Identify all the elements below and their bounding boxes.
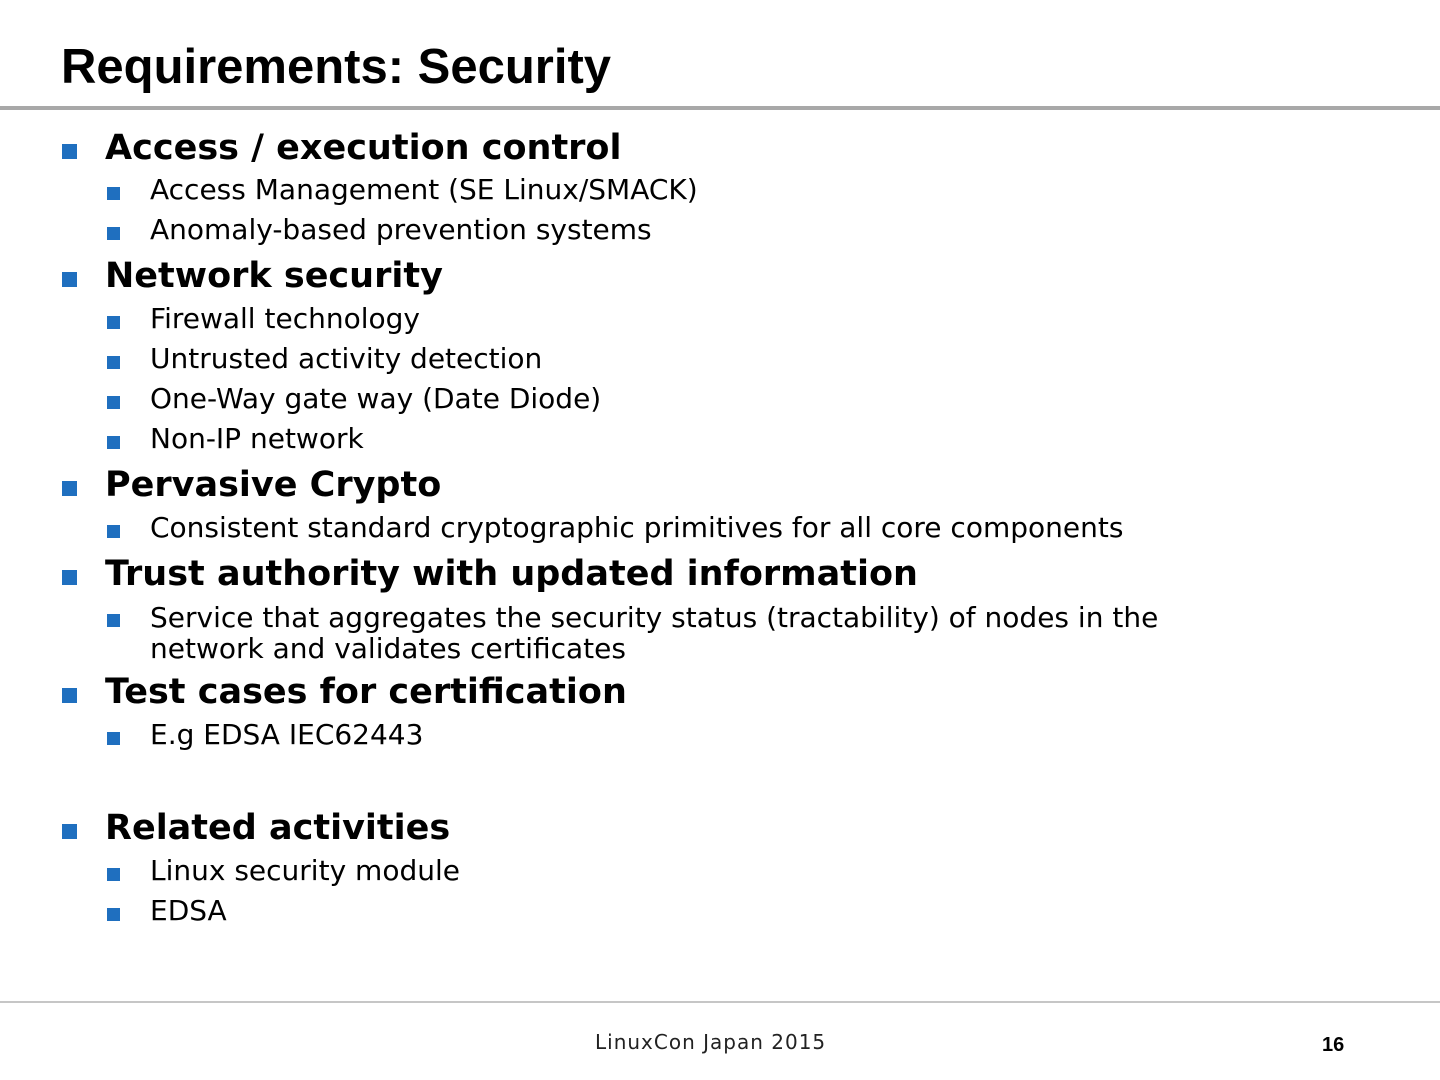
section-heading: Test cases for certification bbox=[105, 672, 627, 712]
list-item-text: Access Management (SE Linux/SMACK) bbox=[150, 173, 698, 206]
square-bullet-icon bbox=[107, 525, 120, 538]
square-bullet-icon bbox=[107, 316, 120, 329]
square-bullet-icon bbox=[107, 732, 120, 745]
list-item-text: Anomaly-based prevention systems bbox=[150, 213, 652, 246]
square-bullet-icon bbox=[62, 481, 77, 496]
square-bullet-icon bbox=[107, 436, 120, 449]
slide-title: Requirements: Security bbox=[61, 40, 612, 94]
list-item-text: One-Way gate way (Date Diode) bbox=[150, 382, 602, 415]
section-heading: Access / execution control bbox=[105, 128, 622, 168]
footer-divider bbox=[0, 1001, 1440, 1003]
square-bullet-icon bbox=[107, 187, 120, 200]
list-item-text: Firewall technology bbox=[150, 302, 420, 335]
list-item-text: Non-IP network bbox=[150, 422, 364, 455]
square-bullet-icon bbox=[107, 908, 120, 921]
square-bullet-icon bbox=[107, 396, 120, 409]
square-bullet-icon bbox=[107, 356, 120, 369]
square-bullet-icon bbox=[62, 144, 77, 159]
square-bullet-icon bbox=[62, 272, 77, 287]
square-bullet-icon bbox=[107, 227, 120, 240]
list-item-text: Linux security module bbox=[150, 854, 460, 887]
section-heading: Network security bbox=[105, 256, 443, 296]
square-bullet-icon bbox=[107, 614, 120, 627]
list-item-text: EDSA bbox=[150, 894, 227, 927]
list-item-text: Service that aggregates the security status (tractability) of nodes in the network and validates certificates bbox=[150, 601, 1159, 665]
square-bullet-icon bbox=[62, 688, 77, 703]
list-item-text: Untrusted activity detection bbox=[150, 342, 543, 375]
square-bullet-icon bbox=[62, 824, 77, 839]
list-item-text: E.g EDSA IEC62443 bbox=[150, 718, 424, 751]
section-heading: Related activities bbox=[105, 808, 451, 848]
section-heading: Trust authority with updated information bbox=[105, 554, 918, 594]
square-bullet-icon bbox=[62, 570, 77, 585]
square-bullet-icon bbox=[107, 868, 120, 881]
footer-event-label: LinuxCon Japan 2015 bbox=[595, 1030, 827, 1054]
list-item-text: Consistent standard cryptographic primitives for all core components bbox=[150, 511, 1124, 544]
section-heading: Pervasive Crypto bbox=[105, 465, 442, 505]
page-number: 16 bbox=[1322, 1034, 1345, 1056]
